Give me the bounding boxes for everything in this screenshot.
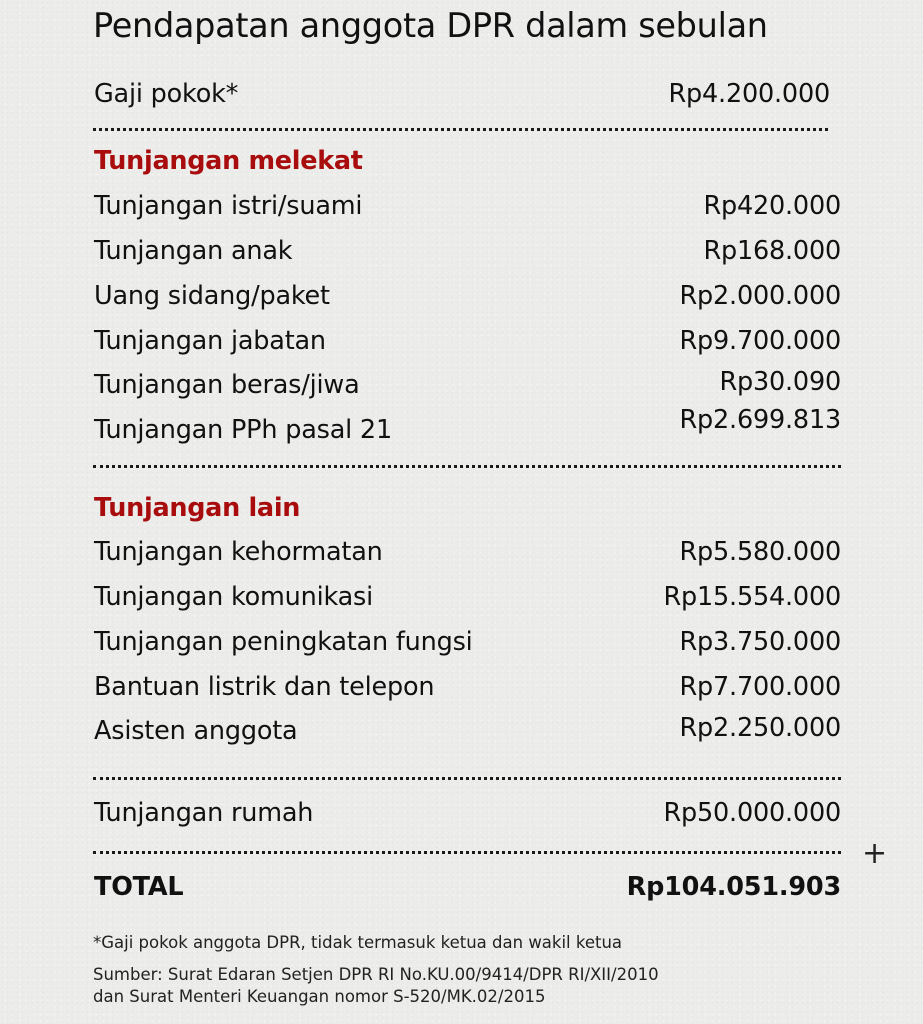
list-item-label: Tunjangan peningkatan fungsi xyxy=(94,627,473,657)
list-item-amount: Rp3.750.000 xyxy=(679,627,841,657)
list-item-amount: Rp15.554.000 xyxy=(663,582,841,612)
total-amount: Rp104.051.903 xyxy=(626,872,841,902)
list-item-label: Tunjangan beras/jiwa xyxy=(94,370,360,400)
list-item-label: Tunjangan PPh pasal 21 xyxy=(94,415,392,445)
list-item-label: Tunjangan anak xyxy=(94,236,293,266)
plus-icon: + xyxy=(862,836,888,871)
list-item-amount: Rp2.000.000 xyxy=(679,281,841,311)
list-item-label: Tunjangan kehormatan xyxy=(94,537,383,567)
divider xyxy=(93,128,828,131)
list-item-label: Uang sidang/paket xyxy=(94,281,330,311)
list-item-label: Asisten anggota xyxy=(94,716,298,746)
divider xyxy=(93,777,841,780)
list-item-amount: Rp168.000 xyxy=(703,236,841,266)
section-heading-tunjangan-melekat: Tunjangan melekat xyxy=(94,146,363,176)
divider xyxy=(93,851,841,854)
page-title: Pendapatan anggota DPR dalam sebulan xyxy=(93,6,768,45)
source-line-1: Sumber: Surat Edaran Setjen DPR RI No.KU.00/9414/DPR RI/XII/2010 xyxy=(93,965,659,984)
list-item-amount: Rp420.000 xyxy=(703,191,841,221)
list-item-amount: Rp2.250.000 xyxy=(679,713,841,743)
list-item-label: Tunjangan jabatan xyxy=(94,326,326,356)
housing-allowance-label: Tunjangan rumah xyxy=(94,798,314,828)
source-line-2: dan Surat Menteri Keuangan nomor S-520/MK.02/2015 xyxy=(93,987,546,1006)
list-item-label: Bantuan listrik dan telepon xyxy=(94,672,435,702)
list-item-label: Tunjangan istri/suami xyxy=(94,191,363,221)
divider xyxy=(93,465,841,468)
list-item-amount: Rp7.700.000 xyxy=(679,672,841,702)
list-item-amount: Rp30.090 xyxy=(719,367,841,397)
list-item-label: Tunjangan komunikasi xyxy=(94,582,374,612)
base-salary-amount: Rp4.200.000 xyxy=(668,79,830,109)
base-salary-label: Gaji pokok* xyxy=(94,79,239,109)
footnote: *Gaji pokok anggota DPR, tidak termasuk ketua dan wakil ketua xyxy=(93,933,623,952)
section-heading-tunjangan-lain: Tunjangan lain xyxy=(94,493,301,523)
total-label: TOTAL xyxy=(94,872,184,902)
list-item-amount: Rp5.580.000 xyxy=(679,537,841,567)
housing-allowance-amount: Rp50.000.000 xyxy=(663,798,841,828)
list-item-amount: Rp9.700.000 xyxy=(679,326,841,356)
list-item-amount: Rp2.699.813 xyxy=(679,405,841,435)
